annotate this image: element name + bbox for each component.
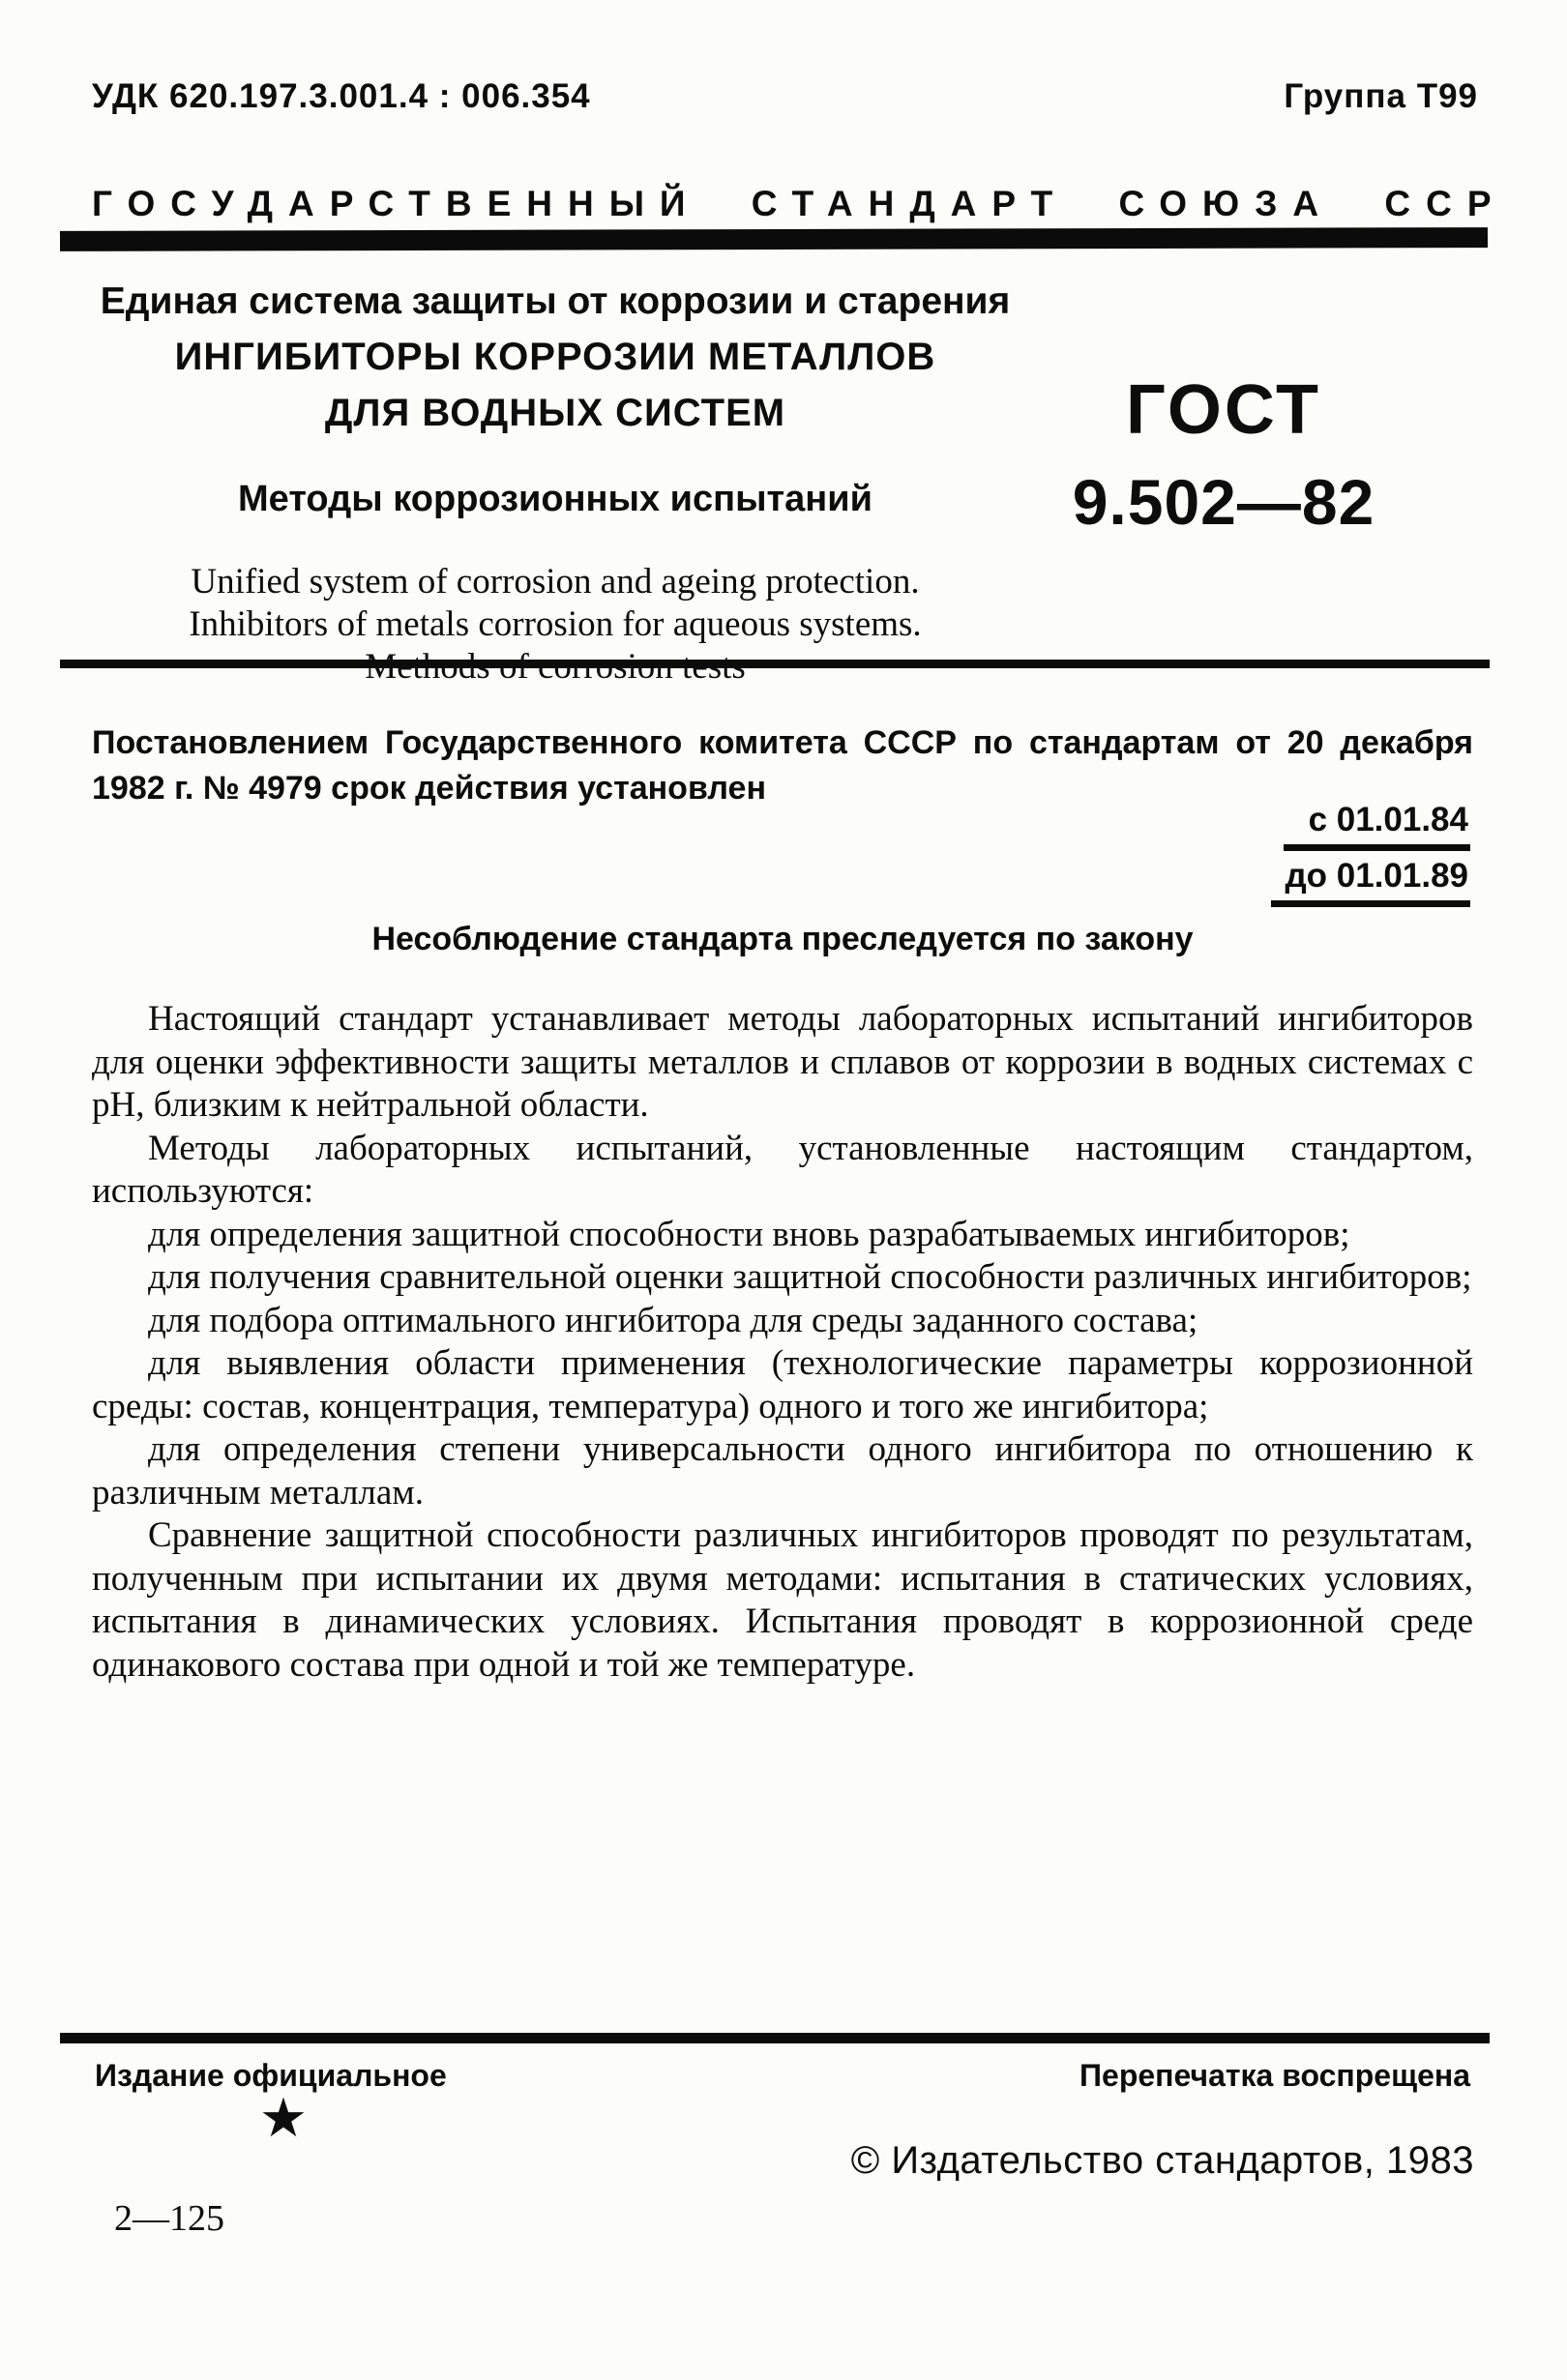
- valid-from-line: [1271, 801, 1470, 851]
- gost-label: ГОСТ: [1125, 371, 1322, 449]
- english-line-2: Inhibitors of metals corrosion for aqueous systems.: [189, 604, 922, 644]
- print-code: 2—125: [114, 2198, 224, 2239]
- paragraph: для получения сравнительной оценки защитной способности различных ингибиторов;: [148, 1257, 1472, 1297]
- paragraph: для определения степени универсальности одного ингибитора по отношению к различным металлам.: [92, 1429, 1473, 1513]
- udk-number: УДК 620.197.3.001.4 : 006.354: [92, 77, 591, 115]
- star-icon: ★: [258, 2087, 309, 2148]
- english-line-1: Unified system of corrosion and ageing protection.: [191, 562, 920, 602]
- title-english: [92, 561, 1019, 689]
- header-bar: [60, 227, 1488, 251]
- classification-row: [92, 77, 1478, 116]
- validity-dates: [1271, 801, 1470, 913]
- title-subtitle: Методы коррозионных испытаний: [238, 479, 872, 519]
- decree-text: Постановлением Государственного комитета СССР по стандартам от 20 декабря 1982 г. № 4979 срок действия установлен: [92, 724, 1473, 807]
- paragraph: для определения защитной способности вновь разрабатываемых ингибиторов;: [148, 1214, 1350, 1254]
- law-notice: Несоблюдение стандарта преследуется по закону: [371, 921, 1194, 957]
- reprint-forbidden-label: Перепечатка воспрещена: [1079, 2058, 1470, 2093]
- valid-to-line: [1271, 857, 1470, 907]
- header-rule: [60, 660, 1490, 668]
- paragraph: Сравнение защитной способности различных ингибиторов проводят по результатам, полученным при испытании их двумя методами: испытания в статических условиях, испытания в динамических условиях. Испытания проводят в коррозионной среде одинакового состава при одной и той же температуре.: [92, 1515, 1473, 1685]
- body-text: [92, 998, 1473, 1687]
- paragraph: Настоящий стандарт устанавливает методы лабораторных испытаний ингибиторов для оценки эффективности защиты металлов и сплавов от коррозии в водных системах с pH, близким к нейтральной области.: [92, 999, 1473, 1125]
- title-block: [92, 282, 1019, 689]
- copyright-line: © Издательство стандартов, 1983: [850, 2139, 1474, 2182]
- title-line-1: ИНГИБИТОРЫ КОРРОЗИИ МЕТАЛЛОВ: [174, 336, 936, 378]
- paragraph: для подбора оптимального ингибитора для среды заданного состава;: [148, 1300, 1198, 1340]
- valid-from: с 01.01.84: [1284, 801, 1470, 851]
- standard-banner: ГОСУДАРСТВЕННЫЙ СТАНДАРТ СОЮЗА ССР: [92, 184, 1507, 223]
- group-label: Группа Т99: [1284, 77, 1478, 115]
- designation-block: [1040, 371, 1407, 538]
- valid-to: до 01.01.89: [1271, 857, 1470, 907]
- title-line-2: ДЛЯ ВОДНЫХ СИСТЕМ: [324, 392, 786, 434]
- title-system-line: Единая система защиты от коррозии и старения: [100, 280, 1011, 322]
- paragraph: для выявления области применения (технологические параметры коррозионной среды: состав, концентрация, температура) одного и того же ингибитора;: [92, 1343, 1473, 1426]
- gost-number: 9.502—82: [1072, 466, 1375, 538]
- footer-rule: [60, 2033, 1490, 2043]
- paragraph: Методы лабораторных испытаний, установленные настоящим стандартом, используются:: [92, 1128, 1473, 1211]
- official-edition-label: Издание официальное: [95, 2058, 447, 2093]
